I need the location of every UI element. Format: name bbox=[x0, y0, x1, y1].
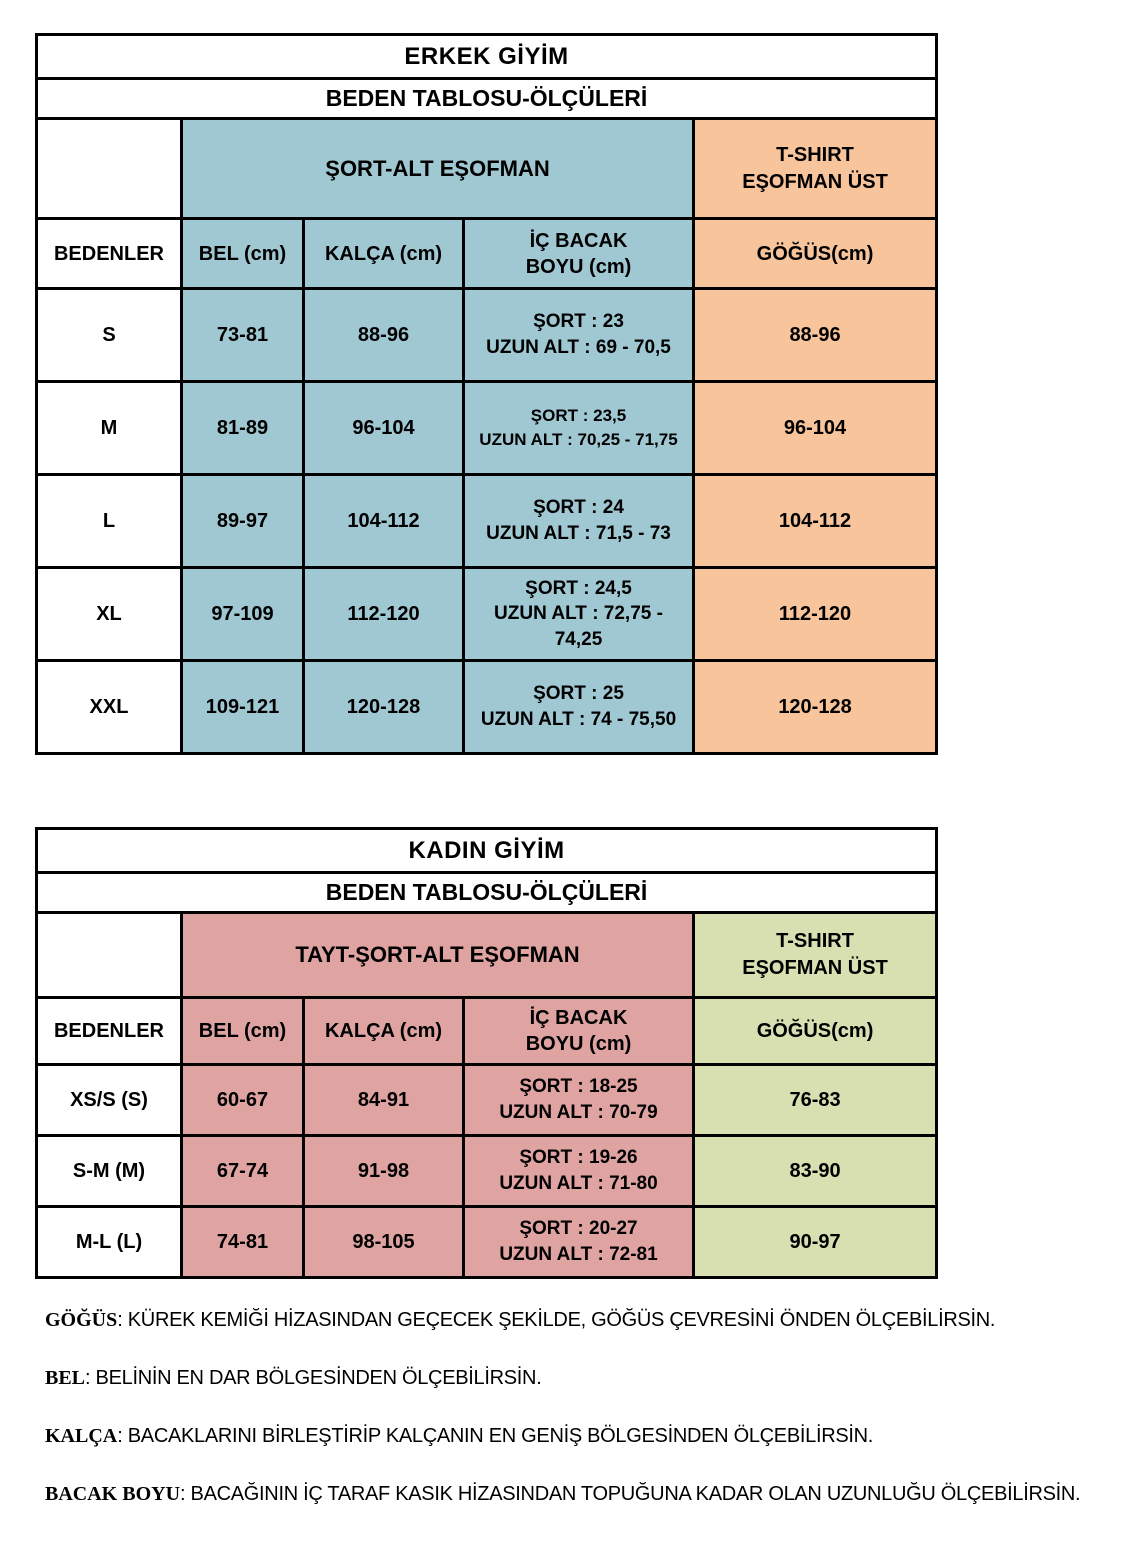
size-cell: M bbox=[37, 382, 182, 475]
waist-cell: 67-74 bbox=[182, 1136, 304, 1207]
note-waist-text: : BELİNİN EN DAR BÖLGESİNDEN ÖLÇEBİLİRSİN. bbox=[85, 1367, 542, 1389]
women-group-tops-line1: T-SHIRT bbox=[776, 930, 854, 952]
inseam-long: UZUN ALT : 70,25 - 71,75 bbox=[479, 430, 678, 449]
size-cell: M-L (L) bbox=[37, 1207, 182, 1278]
table-row bbox=[37, 873, 937, 913]
inseam-long: UZUN ALT : 71,5 - 73 bbox=[486, 523, 671, 544]
size-cell: XXL bbox=[37, 661, 182, 754]
table-row bbox=[37, 79, 937, 119]
hip-cell: 120-128 bbox=[304, 661, 464, 754]
inseam-short: ŞORT : 19-26 bbox=[519, 1147, 638, 1169]
hip-cell: 98-105 bbox=[304, 1207, 464, 1278]
chest-cell: 90-97 bbox=[694, 1207, 937, 1278]
table-row bbox=[37, 913, 937, 998]
table-row bbox=[37, 829, 937, 873]
men-group-tops-line1: T-SHIRT bbox=[776, 143, 854, 166]
women-col-hip: KALÇA (cm) bbox=[304, 998, 464, 1065]
table-row bbox=[37, 119, 937, 219]
men-group-bottoms-header: ŞORT-ALT EŞOFMAN bbox=[182, 119, 694, 219]
size-cell: S-M (M) bbox=[37, 1136, 182, 1207]
men-col-waist: BEL (cm) bbox=[182, 219, 304, 289]
note-hip-label: KALÇA bbox=[45, 1425, 118, 1447]
men-table-subtitle: BEDEN TABLOSU-ÖLÇÜLERİ bbox=[37, 79, 937, 119]
size-cell: S bbox=[37, 289, 182, 382]
men-col-inseam bbox=[464, 219, 694, 289]
hip-cell: 96-104 bbox=[304, 382, 464, 475]
chest-cell: 96-104 bbox=[694, 382, 937, 475]
men-table-title: ERKEK GİYİM bbox=[37, 35, 937, 79]
inseam-short: ŞORT : 20-27 bbox=[519, 1218, 638, 1240]
waist-cell: 60-67 bbox=[182, 1065, 304, 1136]
women-col-inseam-line1: İÇ BACAK bbox=[529, 1007, 628, 1029]
note-chest bbox=[45, 1307, 1113, 1334]
note-waist-label: BEL bbox=[45, 1367, 86, 1389]
table-row bbox=[37, 1136, 937, 1207]
table-row bbox=[37, 661, 937, 754]
table-row bbox=[37, 382, 937, 475]
inseam-short: ŞORT : 24,5 bbox=[525, 577, 632, 599]
women-col-chest: GÖĞÜS(cm) bbox=[694, 998, 937, 1065]
inseam-cell bbox=[464, 475, 694, 568]
inseam-short: ŞORT : 24 bbox=[533, 497, 624, 519]
note-chest-label: GÖĞÜS bbox=[45, 1309, 118, 1331]
hip-cell: 88-96 bbox=[304, 289, 464, 382]
men-col-sizes: BEDENLER bbox=[37, 219, 182, 289]
hip-cell: 91-98 bbox=[304, 1136, 464, 1207]
inseam-long: UZUN ALT : 74 - 75,50 bbox=[480, 709, 677, 730]
men-col-inseam-line1: İÇ BACAK bbox=[529, 229, 628, 252]
inseam-cell bbox=[464, 568, 694, 661]
size-cell: XS/S (S) bbox=[37, 1065, 182, 1136]
hip-cell: 84-91 bbox=[304, 1065, 464, 1136]
note-leg-length-label: BACAK BOYU bbox=[45, 1483, 181, 1505]
chest-cell: 76-83 bbox=[694, 1065, 937, 1136]
table-row bbox=[37, 568, 937, 661]
inseam-short: ŞORT : 18-25 bbox=[519, 1076, 638, 1098]
inseam-long: UZUN ALT : 70-79 bbox=[499, 1102, 658, 1123]
women-group-bottoms-header: TAYT-ŞORT-ALT EŞOFMAN bbox=[182, 913, 694, 998]
inseam-short: ŞORT : 25 bbox=[533, 683, 624, 705]
chest-cell: 104-112 bbox=[694, 475, 937, 568]
note-leg-length-text: : BACAĞININ İÇ TARAF KASIK HİZASINDAN TOPUĞUNA KADAR OLAN UZUNLUĞU ÖLÇEBİLİRSİN. bbox=[180, 1483, 1081, 1505]
inseam-short: ŞORT : 23,5 bbox=[530, 406, 627, 426]
waist-cell: 109-121 bbox=[182, 661, 304, 754]
inseam-cell bbox=[464, 289, 694, 382]
men-size-table bbox=[35, 33, 938, 755]
waist-cell: 74-81 bbox=[182, 1207, 304, 1278]
note-waist bbox=[45, 1365, 1113, 1392]
inseam-cell bbox=[464, 1136, 694, 1207]
empty-cell bbox=[37, 913, 182, 998]
table-row bbox=[37, 475, 937, 568]
inseam-cell bbox=[464, 382, 694, 475]
women-size-table bbox=[35, 827, 938, 1279]
inseam-long: UZUN ALT : 72-81 bbox=[499, 1244, 658, 1265]
waist-cell: 81-89 bbox=[182, 382, 304, 475]
men-col-inseam-line2: BOYU (cm) bbox=[525, 255, 632, 278]
chest-cell: 83-90 bbox=[694, 1136, 937, 1207]
waist-cell: 97-109 bbox=[182, 568, 304, 661]
inseam-long: UZUN ALT : 71-80 bbox=[499, 1173, 658, 1194]
men-col-hip: KALÇA (cm) bbox=[304, 219, 464, 289]
women-group-tops-line2: EŞOFMAN ÜST bbox=[742, 957, 888, 979]
table-row bbox=[37, 219, 937, 289]
empty-cell bbox=[37, 119, 182, 219]
chest-cell: 88-96 bbox=[694, 289, 937, 382]
hip-cell: 104-112 bbox=[304, 475, 464, 568]
women-col-waist: BEL (cm) bbox=[182, 998, 304, 1065]
note-hip bbox=[45, 1423, 1113, 1450]
men-group-tops-line2: EŞOFMAN ÜST bbox=[742, 170, 888, 193]
note-leg-length bbox=[45, 1481, 1113, 1508]
size-cell: L bbox=[37, 475, 182, 568]
inseam-long: UZUN ALT : 69 - 70,5 bbox=[486, 337, 671, 358]
women-group-tops-header bbox=[694, 913, 937, 998]
table-row bbox=[37, 289, 937, 382]
note-chest-text: : KÜREK KEMİĞİ HİZASINDAN GEÇECEK ŞEKİLDE, GÖĞÜS ÇEVRESİNİ ÖNDEN ÖLÇEBİLİRSİN. bbox=[117, 1309, 996, 1331]
inseam-cell bbox=[464, 661, 694, 754]
men-col-chest: GÖĞÜS(cm) bbox=[694, 219, 937, 289]
inseam-cell bbox=[464, 1207, 694, 1278]
women-col-inseam bbox=[464, 998, 694, 1065]
chest-cell: 120-128 bbox=[694, 661, 937, 754]
table-row bbox=[37, 1065, 937, 1136]
measurement-notes bbox=[45, 1307, 1113, 1508]
inseam-cell bbox=[464, 1065, 694, 1136]
women-col-sizes: BEDENLER bbox=[37, 998, 182, 1065]
size-cell: XL bbox=[37, 568, 182, 661]
note-hip-text: : BACAKLARINI BİRLEŞTİRİP KALÇANIN EN GENİŞ BÖLGESİNDEN ÖLÇEBİLİRSİN. bbox=[117, 1425, 874, 1447]
women-col-inseam-line2: BOYU (cm) bbox=[525, 1033, 632, 1055]
table-row bbox=[37, 998, 937, 1065]
women-table-subtitle: BEDEN TABLOSU-ÖLÇÜLERİ bbox=[37, 873, 937, 913]
waist-cell: 89-97 bbox=[182, 475, 304, 568]
inseam-long: UZUN ALT : 72,75 - 74,25 bbox=[494, 603, 663, 650]
table-row bbox=[37, 1207, 937, 1278]
hip-cell: 112-120 bbox=[304, 568, 464, 661]
waist-cell: 73-81 bbox=[182, 289, 304, 382]
chest-cell: 112-120 bbox=[694, 568, 937, 661]
men-group-tops-header bbox=[694, 119, 937, 219]
inseam-short: ŞORT : 23 bbox=[533, 311, 624, 333]
women-table-title: KADIN GİYİM bbox=[37, 829, 937, 873]
table-row bbox=[37, 35, 937, 79]
